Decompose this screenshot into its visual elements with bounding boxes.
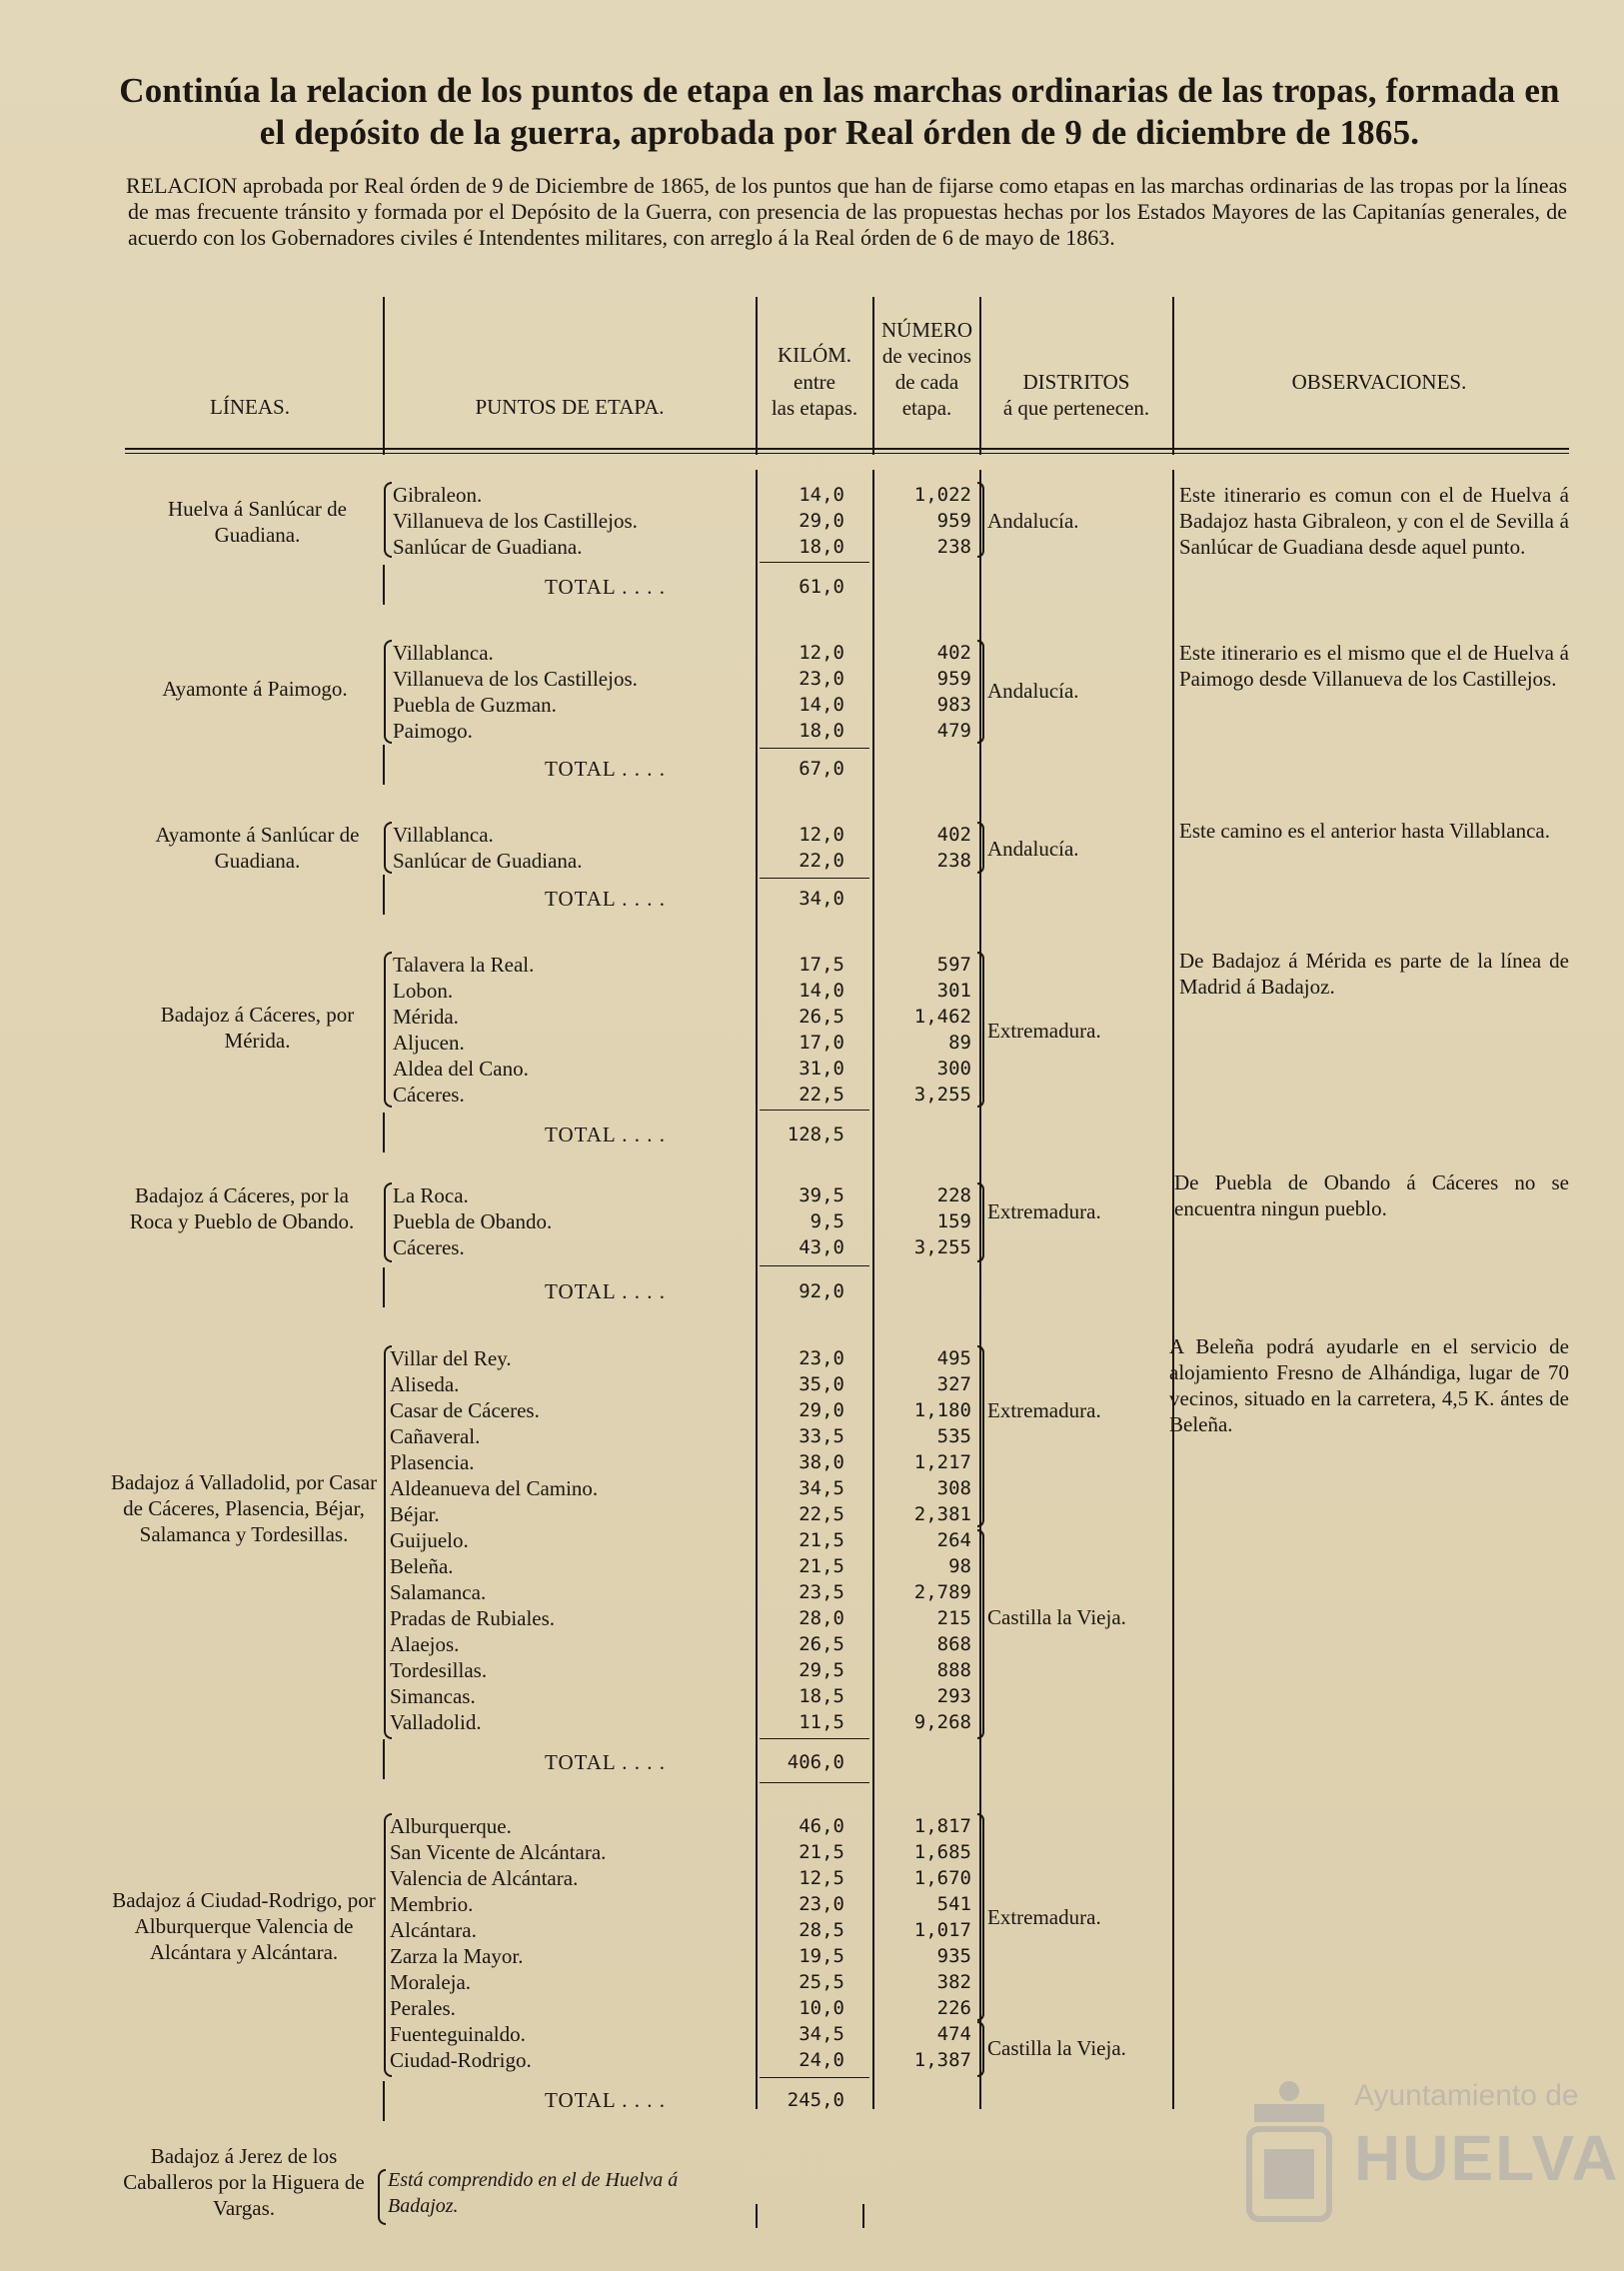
stop-km: 14,0 [799, 980, 844, 1002]
total-rule [760, 1782, 869, 1783]
stop-name: Gibraleon. [393, 483, 483, 507]
stop-km: 19,5 [799, 1945, 844, 1967]
stop-name: Casar de Cáceres. [390, 1398, 540, 1422]
stop-name: Fuenteguinaldo. [390, 2022, 526, 2046]
total-rule [760, 878, 869, 879]
stop-km: 29,0 [799, 1399, 844, 1421]
stop-km: 25,5 [799, 1971, 844, 1993]
header-observaciones: OBSERVACIONES. [1291, 370, 1467, 394]
stop-vecinos: 597 [936, 954, 971, 976]
route-line-name: Badajoz á Cáceres, por Mérida. [160, 1003, 355, 1053]
stop-km: 23,0 [799, 668, 844, 690]
stop-km: 39,5 [799, 1184, 844, 1206]
stop-name: Talavera la Real. [393, 953, 535, 977]
distrito-label: Andalucía. [987, 837, 1079, 861]
stop-km: 28,5 [799, 1919, 844, 1941]
total-label: TOTAL . . . . [545, 1279, 666, 1303]
stop-name: Paimogo. [393, 719, 473, 743]
stop-vecinos: 1,817 [913, 1815, 971, 1837]
stop-vecinos: 1,180 [913, 1399, 971, 1421]
stop-name: Valencia de Alcántara. [390, 1866, 579, 1890]
stop-km: 22,5 [799, 1084, 844, 1106]
stop-vecinos: 959 [936, 510, 971, 532]
route-line-name: Badajoz á Ciudad-Rodrigo, por Alburquerque Valencia de Alcántara y Alcántara. [112, 1888, 376, 1964]
stop-name: Villar del Rey. [390, 1346, 512, 1370]
stop-name: Villanueva de los Castillejos. [393, 509, 638, 533]
stop-km: 29,0 [799, 510, 844, 532]
stop-km: 17,5 [799, 954, 844, 976]
stop-vecinos: 402 [936, 642, 971, 664]
stop-km: 11,5 [799, 1711, 844, 1733]
route-brace [384, 640, 392, 744]
stop-km: 28,0 [799, 1607, 844, 1629]
stop-km: 18,0 [799, 720, 844, 742]
stop-km: 33,5 [799, 1425, 844, 1447]
stop-km: 12,5 [799, 1867, 844, 1889]
stop-name: Salamanca. [390, 1580, 487, 1604]
total-rule [760, 1265, 869, 1266]
watermark [1234, 2069, 1620, 2259]
stop-vecinos: 293 [936, 1685, 971, 1707]
stop-km: 12,0 [799, 824, 844, 846]
stop-name: Aldea del Cano. [393, 1057, 529, 1081]
route-line-name: Badajoz á Valladolid, por Casar de Cáceres, Plasencia, Béjar, Salamanca y Tordesillas. [110, 1470, 378, 1546]
stop-vecinos: 238 [936, 536, 971, 558]
stop-km: 23,0 [799, 1893, 844, 1915]
stop-vecinos: 535 [936, 1425, 971, 1447]
stop-km: 14,0 [799, 484, 844, 506]
stop-vecinos: 226 [936, 1997, 971, 2019]
total-rule [760, 562, 869, 563]
col-divider [862, 2204, 864, 2228]
stop-km: 24,0 [799, 2049, 844, 2071]
route-observation: De Badajoz á Mérida es parte de la línea de Madrid á Badajoz. [1179, 949, 1569, 999]
stop-name: Aliseda. [390, 1372, 460, 1396]
stop-km: 10,0 [799, 1997, 844, 2019]
route-observation: De Puebla de Obando á Cáceres no se encuentra ningun pueblo. [1174, 1170, 1569, 1220]
stop-name: Moraleja. [390, 1970, 472, 1994]
stop-name: Puebla de Obando. [393, 1209, 553, 1233]
stop-km: 23,5 [799, 1581, 844, 1603]
stop-name: Zarza la Mayor. [390, 1944, 524, 1968]
route-brace [384, 822, 392, 874]
total-label: TOTAL . . . . [545, 887, 666, 911]
total-bracket [383, 875, 385, 915]
route-total: 128,5 [787, 1124, 844, 1145]
col-divider [979, 297, 981, 455]
col-divider [756, 2204, 758, 2228]
route-total: 245,0 [787, 2089, 844, 2111]
stop-name: Lobon. [393, 979, 454, 1003]
total-bracket [383, 2081, 385, 2121]
stop-name: San Vicente de Alcántara. [390, 1840, 607, 1864]
distrito-brace [977, 952, 984, 1108]
stop-vecinos: 1,017 [913, 1919, 971, 1941]
distrito-brace [977, 822, 984, 874]
stop-name: Cañaveral. [390, 1424, 481, 1448]
stop-name: Alcántara. [390, 1918, 477, 1942]
header-rule [125, 448, 1569, 450]
stop-km: 12,0 [799, 642, 844, 664]
distrito-brace [977, 2021, 984, 2077]
stop-km: 18,0 [799, 536, 844, 558]
header-rule-thin [125, 453, 1569, 454]
stop-km: 26,5 [799, 1006, 844, 1028]
route-brace [384, 1182, 392, 1262]
stop-km: 34,5 [799, 2023, 844, 2045]
distrito-label: Andalucía. [987, 679, 1079, 703]
stop-km: 9,5 [810, 1210, 844, 1232]
stop-name: Ciudad-Rodrigo. [390, 2048, 532, 2072]
stop-name: Villablanca. [393, 823, 494, 847]
route-brace [384, 482, 392, 558]
route-line-name: Ayamonte á Paimogo. [162, 677, 348, 701]
stop-vecinos: 238 [936, 850, 971, 872]
total-bracket [383, 1739, 385, 1779]
col-divider [872, 470, 874, 2109]
page-title: Continúa la relacion de los puntos de etapa en las marchas ordinarias de las tropas, formada en el depósito de la guerra, aprobada por Real órden de 9 de diciembre de 1865. [119, 71, 1560, 152]
stop-name: Cáceres. [393, 1083, 465, 1107]
stop-km: 38,0 [799, 1451, 844, 1473]
stop-km: 17,0 [799, 1032, 844, 1054]
total-label: TOTAL . . . . [545, 1750, 666, 1774]
stop-name: Mérida. [393, 1005, 459, 1029]
stop-vecinos: 541 [936, 1893, 971, 1915]
stop-vecinos: 1,670 [913, 1867, 971, 1889]
route-total: 67,0 [799, 758, 844, 780]
stop-name: Sanlúcar de Guadiana. [393, 849, 583, 873]
route-total: 406,0 [787, 1751, 844, 1773]
route-brace [384, 952, 392, 1108]
stop-name: Villanueva de los Castillejos. [393, 667, 638, 691]
stop-name: Guijuelo. [390, 1528, 469, 1552]
total-bracket [383, 565, 385, 605]
stop-vecinos: 402 [936, 824, 971, 846]
route-line-name: Badajoz á Cáceres, por la Roca y Pueblo de Obando. [129, 1183, 355, 1233]
stop-vecinos: 959 [936, 668, 971, 690]
stop-name: Membrio. [390, 1892, 474, 1916]
col-divider [756, 297, 758, 455]
stop-vecinos: 9,268 [913, 1711, 971, 1733]
col-divider [1172, 470, 1174, 2109]
coat-of-arms-icon [1234, 2069, 1344, 2239]
stop-vecinos: 98 [948, 1555, 971, 1577]
stop-name: Alburquerque. [390, 1814, 512, 1838]
stop-vecinos: 1,022 [913, 484, 971, 506]
route-total: 61,0 [799, 576, 844, 598]
total-bracket [383, 1113, 385, 1152]
total-rule [760, 748, 869, 749]
stop-km: 21,5 [799, 1529, 844, 1551]
route-total: 34,0 [799, 888, 844, 910]
watermark-line1: Ayuntamiento de [1354, 2079, 1579, 2112]
stop-vecinos: 935 [936, 1945, 971, 1967]
stop-name: Sanlúcar de Guadiana. [393, 535, 583, 559]
route-brace [378, 2169, 386, 2225]
stop-km: 26,5 [799, 1633, 844, 1655]
stop-name: Perales. [390, 1996, 456, 2020]
stop-vecinos: 888 [936, 1659, 971, 1681]
stop-km: 43,0 [799, 1236, 844, 1258]
col-divider [1172, 297, 1174, 455]
stop-km: 31,0 [799, 1058, 844, 1080]
watermark-line2: HUELVA [1354, 2122, 1620, 2194]
stop-vecinos: 159 [936, 1210, 971, 1232]
stop-km: 23,0 [799, 1347, 844, 1369]
document-page: Continúa la relacion de los puntos de etapa en las marchas ordinarias de las tropas, formada en el depósito de la guerra, aprobada por Real órden de 9 de diciembre de 1865. RELACION aprobada por Real órden de 9 de Diciembre de 1865, de los puntos que han de fijarse como etapas en las marchas ordinarias de las tropas por la líneas de mas frecuente tránsito y formada por el Depósito de la Guerra, con presencia de las propuestas hechas por los Estados Mayores de las Capitanías generales, de acuerdo con los Gobernadores civiles é Intendentes militares, con arreglo á la Real órden de 6 de mayo de 1863. LÍNEAS. PUNTOS DE ETAPA. KILÓM. entre las etapas. NÚMERO de vecinos de cada etapa. DISTRITOS á que pertenecen. OBSERVACIONES. Huelva á Sanlúcar de Guadiana. Gibraleon. Villanueva de los Castillejos. Sanlúcar de Guadiana. 14,0 29,0 18,0 1,022 959 238 Andalucía. Este itinerario es comun con el de Huelva á Badajoz hasta Gibraleon, y con el de Sevilla á Sanlúcar de Guadiana desde aquel punto. TOTAL . . . . 61,0 Ayamonte á Paimogo. Villablanca. Villanueva de los Castillejos. Puebla de Guzman. Paimogo. 12,0 23,0 14,0 18,0 402 959 983 479 Andalucía. Este itinerario es el mismo que el de Huelva á Paimogo desde Villanueva de los Castillejos. TOTAL . . . . 67,0 Ayamonte á Sanlúcar de Guadiana. Villablanca. Sanlúcar de Guadiana. 12,0 22,0 402 238 Andalucía. Este camino es el anterior hasta Villablanca. TOTAL . . . . 34,0 Badajoz á Cáceres, por Mérida. Talavera la Real. Lobon. Mérida. Aljucen. Aldea del Cano. Cáceres. 17,5 14,0 26,5 17,0 31,0 22,5 597 301 1,462 89 300 3,255 Extremadura. De Badajoz á Mérida es parte de la línea de Madrid á Badajoz. TOTAL . . . . 128,5 Badajoz á Cáceres, por la Roca y Pueblo de Obando. La Roca. Puebla de Obando. Cáceres. 39,5 9,5 43,0 228 159 3,255 Extremadura. De Puebla de Obando á Cáceres no se encuentra ningun pueblo. TOTAL . . . . 92,0 Badajoz á Valladolid, por Casar de Cáceres, Plasencia, Béjar, Salamanca y Tordesillas. Villar del Rey. Aliseda. Casar de Cáceres. Cañaveral. Plasencia. Aldeanueva del Camino. Béjar. Guijuelo. Beleña. Salamanca. Pradas de Rubiales. Alaejos. Tordesillas. Simancas. Valladolid. 23,0 35,0 29,0 33,5 38,0 34,5 22,5 21,5 21,5 23,5 28,0 26,5 29,5 18,5 11,5 495 327 1,180 535 1,217 308 2,381 264 98 2,789 215 868 888 293 9,268 Extremadura. Castilla la Vieja. A Beleña podrá ayudarle en el servicio de alojamiento Fresno de Alhándiga, lugar de 70 vecinos, situado en la carretera, 4,5 K. ántes de Beleña. TOTAL . . . . 406,0 Badajoz á Ciudad-Rodrigo, por Alburquerque Valencia de Alcántara y Alcántara. Alburquerque. San Vicente de Alcántara. Valencia de Alcántara. Membrio. Alcántara. Zarza la Mayor. Moraleja. Perales. Fuenteguinaldo. Ciudad-Rodrigo. 46,0 21,5 12,5 23,0 28,5 19,5 25,5 10,0 34,5 24,0 1,817 1,685 1,670 541 1,017 935 382 226 474 1,387 Extremadura. Castilla la Vieja. TOTAL . . . . 245,0 Badajoz á Jerez de los Caballeros por la Higuera de Vargas. Está comprendido en el de Huelva á Badajoz. Ayuntamiento de HUELVA [0, 0, 1624, 2271]
route-observation: A Beleña podrá ayudarle en el servicio de alojamiento Fresno de Alhándiga, lugar de 70 vecinos, situado en la carretera, 4,5 K. ántes de Beleña. [1169, 1334, 1569, 1436]
distrito-brace [977, 640, 984, 744]
route-line-name: Badajoz á Jerez de los Caballeros por la Higuera de Vargas. [123, 2144, 365, 2220]
stop-name: Cáceres. [393, 1235, 465, 1259]
stop-name: Aljucen. [393, 1031, 465, 1055]
stop-vecinos: 479 [936, 720, 971, 742]
distrito-label: Extremadura. [987, 1398, 1101, 1422]
distrito-label: Extremadura. [987, 1905, 1101, 1929]
stop-km: 18,5 [799, 1685, 844, 1707]
route-line-name: Huelva á Sanlúcar de Guadiana. [167, 497, 347, 547]
stop-name: Aldeanueva del Camino. [390, 1476, 599, 1500]
col-divider [872, 297, 874, 455]
stop-vecinos: 983 [936, 694, 971, 716]
stop-km: 22,5 [799, 1503, 844, 1525]
distrito-label: Castilla la Vieja. [987, 1605, 1126, 1629]
stop-km: 46,0 [799, 1815, 844, 1837]
stop-km: 22,0 [799, 850, 844, 872]
distrito-brace [977, 482, 984, 558]
stop-vecinos: 2,789 [913, 1581, 971, 1603]
distrito-label: Extremadura. [987, 1199, 1101, 1223]
total-rule [760, 1738, 869, 1739]
col-divider [756, 470, 758, 2109]
stop-vecinos: 474 [936, 2023, 971, 2045]
distrito-brace [977, 1182, 984, 1262]
stop-vecinos: 3,255 [913, 1084, 971, 1106]
stop-name: Tordesillas. [390, 1658, 488, 1682]
stop-vecinos: 3,255 [913, 1236, 971, 1258]
stop-vecinos: 2,381 [913, 1503, 971, 1525]
stop-vecinos: 215 [936, 1607, 971, 1629]
distrito-brace [977, 1813, 984, 2021]
stop-vecinos: 228 [936, 1184, 971, 1206]
distrito-label: Andalucía. [987, 509, 1079, 533]
stop-vecinos: 89 [948, 1032, 971, 1054]
stop-name: Pradas de Rubiales. [390, 1606, 556, 1630]
total-bracket [383, 1267, 385, 1307]
stop-vecinos: 382 [936, 1971, 971, 1993]
stop-km: 35,0 [799, 1373, 844, 1395]
total-bracket [383, 745, 385, 785]
total-label: TOTAL . . . . [545, 2088, 666, 2112]
route-total: 92,0 [799, 1280, 844, 1302]
route-observation: Este camino es el anterior hasta Villablanca. [1179, 819, 1550, 843]
stop-name: Beleña. [390, 1554, 454, 1578]
col-divider [383, 297, 385, 455]
stop-km: 21,5 [799, 1555, 844, 1577]
stop-vecinos: 264 [936, 1529, 971, 1551]
stop-vecinos: 1,217 [913, 1451, 971, 1473]
stop-vecinos: 495 [936, 1347, 971, 1369]
stop-name: Villablanca. [393, 641, 494, 665]
stop-name: La Roca. [393, 1183, 469, 1207]
stop-km: 21,5 [799, 1841, 844, 1863]
route-line-name: Ayamonte á Sanlúcar de Guadiana. [155, 823, 360, 873]
total-label: TOTAL . . . . [545, 575, 666, 599]
intro-paragraph: RELACION aprobada por Real órden de 9 de Diciembre de 1865, de los puntos que han de fijarse como etapas en las marchas ordinarias de las tropas por la líneas de mas frecuente tránsito y formada por el Depósito de la Guerra, con presencia de las propuestas hechas por los Estados Mayores de las Capitanías generales, de acuerdo con los Gobernadores civiles é Intendentes militares, con arreglo á la Real órden de 6 de mayo de 1863. [126, 173, 1567, 250]
stop-name: Valladolid. [390, 1710, 482, 1734]
distrito-label: Castilla la Vieja. [987, 2036, 1126, 2060]
total-rule [760, 2077, 869, 2078]
stop-vecinos: 1,462 [913, 1006, 971, 1028]
route-observation: Este itinerario es comun con el de Huelva á Badajoz hasta Gibraleon, y con el de Sevilla á Sanlúcar de Guadiana desde aquel punto. [1179, 483, 1569, 559]
header-puntos: PUNTOS DE ETAPA. [475, 395, 665, 419]
stop-name: Alaejos. [390, 1632, 460, 1656]
stop-vecinos: 868 [936, 1633, 971, 1655]
stop-name: Puebla de Guzman. [393, 693, 557, 717]
total-rule [760, 1110, 869, 1111]
stop-vecinos: 301 [936, 980, 971, 1002]
route-note: Está comprendido en el de Huelva á Badajoz. [388, 2169, 679, 2217]
route-observation: Este itinerario es el mismo que el de Huelva á Paimogo desde Villanueva de los Castillejos. [1179, 641, 1569, 691]
stop-vecinos: 327 [936, 1373, 971, 1395]
stop-km: 14,0 [799, 694, 844, 716]
stop-vecinos: 1,685 [913, 1841, 971, 1863]
header-lineas: LÍNEAS. [210, 395, 290, 419]
stop-name: Béjar. [390, 1502, 440, 1526]
total-label: TOTAL . . . . [545, 757, 666, 781]
stop-km: 29,5 [799, 1659, 844, 1681]
distrito-brace [977, 1345, 984, 1527]
stop-km: 34,5 [799, 1477, 844, 1499]
stop-vecinos: 308 [936, 1477, 971, 1499]
distrito-brace [977, 1529, 984, 1739]
stop-name: Simancas. [390, 1684, 476, 1708]
total-label: TOTAL . . . . [545, 1123, 666, 1146]
stop-vecinos: 1,387 [913, 2049, 971, 2071]
stop-name: Plasencia. [390, 1450, 475, 1474]
stop-vecinos: 300 [936, 1058, 971, 1080]
distrito-label: Extremadura. [987, 1019, 1101, 1043]
